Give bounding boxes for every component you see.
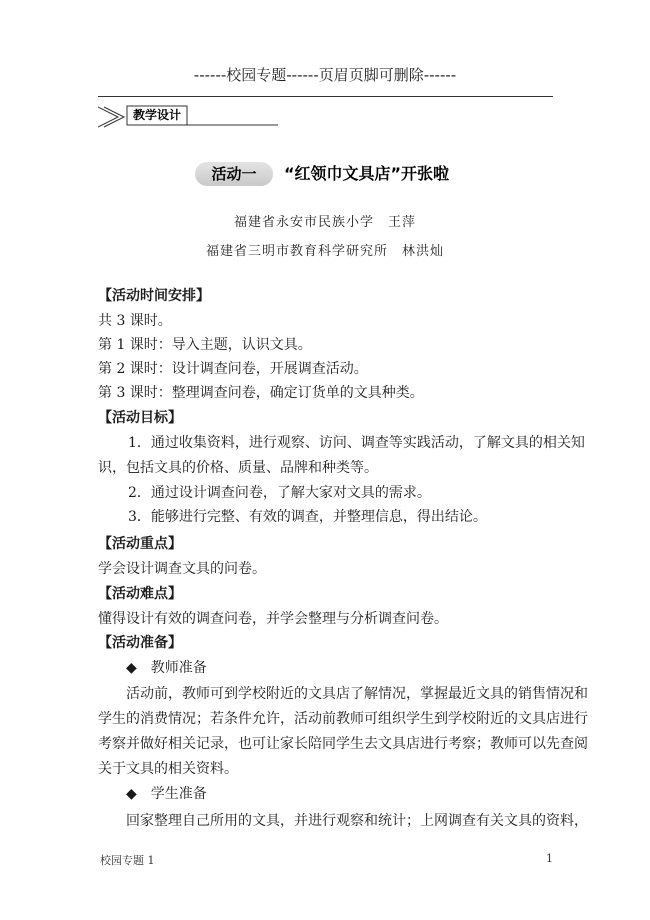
activity-label-pill: 活动一 (195, 162, 273, 186)
author-line-2: 福建省三明市教育科学研究所 林洪灿 (205, 244, 444, 259)
prep-heading: 【活动准备】 (98, 635, 182, 651)
schedule-item: 第 2 课时：设计调查问卷，开展调查活动。 (98, 361, 368, 377)
teacher-para-line: 关于文具的相关资料。 (98, 761, 238, 777)
goal-1-line-1: 1．通过收集资料，进行观察、访问、调查等实践活动，了解文具的相关知 (128, 435, 585, 451)
teacher-para-line: 考察并做好相关记录，也可让家长陪同学生去文具店进行考察；教师可以先查阅 (98, 736, 588, 752)
key-text: 学会设计调查文具的问卷。 (98, 561, 266, 577)
page-header-text: ------校园专题------页眉页脚可删除------ (193, 66, 457, 84)
teacher-para-line: 学生的消费情况；若条件允许，活动前教师可组织学生到学校附近的文具店进行 (98, 711, 588, 727)
teacher-prep-label: ◆ 教师准备 (126, 660, 207, 676)
page-number: 1 (546, 852, 553, 865)
goal-1-line-2: 识，包括文具的价格、质量、品牌和种类等。 (98, 460, 378, 476)
goal-2: 2．通过设计调查问卷，了解大家对文具的需求。 (128, 485, 431, 501)
schedule-heading: 【活动时间安排】 (98, 288, 210, 304)
section-tag-banner (98, 104, 278, 130)
student-para-line: 回家整理自己所用的文具，并进行观察和统计；上网调查有关文具的资料， (126, 813, 588, 829)
goals-heading: 【活动目标】 (98, 410, 182, 426)
difficulty-heading: 【活动难点】 (98, 586, 182, 602)
teacher-para-line: 活动前，教师可到学校附近的文具店了解情况，掌握最近文具的销售情况和 (126, 686, 588, 702)
goal-3: 3．能够进行完整、有效的调查，并整理信息，得出结论。 (128, 509, 487, 525)
schedule-item: 第 1 课时：导入主题，认识文具。 (98, 337, 312, 353)
student-prep-label: ◆ 学生准备 (126, 786, 207, 802)
schedule-total: 共 3 课时。 (98, 313, 172, 329)
schedule-item: 第 3 课时：整理调查问卷，确定订货单的文具种类。 (98, 385, 424, 401)
key-heading: 【活动重点】 (98, 536, 182, 552)
header-rule (98, 96, 553, 97)
section-tag-label: 教学设计 (132, 108, 181, 122)
author-line-1: 福建省永安市民族小学 王萍 (233, 215, 416, 230)
difficulty-text: 懂得设计有效的调查问卷，并学会整理与分析调查问卷。 (98, 611, 448, 627)
footer-left: 校园专题 1 (100, 854, 155, 867)
activity-title: “红领巾文具店”开张啦 (284, 164, 450, 183)
